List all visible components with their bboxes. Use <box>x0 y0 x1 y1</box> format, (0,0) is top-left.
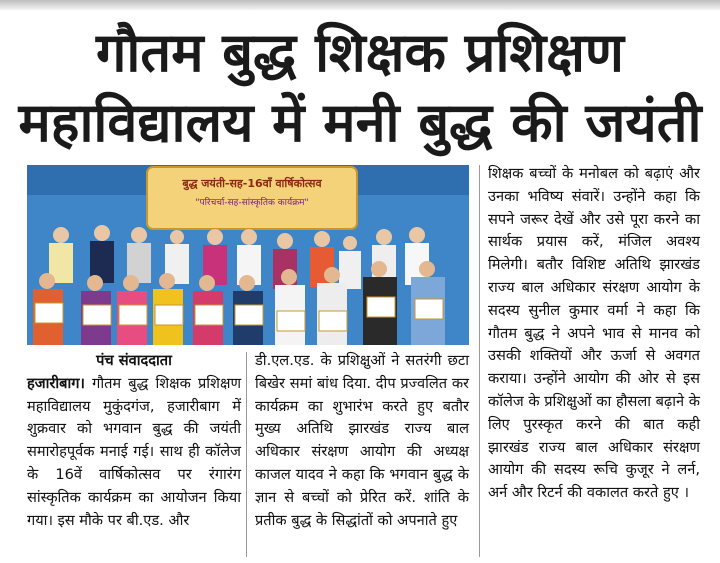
article-column-2 <box>255 350 469 532</box>
col3-body: शिक्षक बच्चों के मनोबल को बढ़ाएं और उनका भविष्य संवारें। उन्होंने कहा कि सपने जरूर देखें और उसे पूरा करने का सार्थक प्रयास करें, मंजिल अवश्य मिलेगी। बतौर विशिष्ट अतिथि झारखंड राज्य बाल अधिकार संरक्षण आयोग के सदस्य सुनील कुमार वर्मा ने कहा कि गौतम बुद्ध ने अपने भाव से मानव को उसकी शक्तियों और ऊर्जा से अवगत कराया। उन्होंने आयोग की ओर से इस कॉलेज के प्रशिक्षुओं का हौसला बढ़ाने के लिए पुरस्कृत करने की बात कही झारखंड राज्य बाल अधिकार संरक्षण आयोग की सदस्य रूचि कुजूर ने लर्न, अर्न और रिटर्न की वकालत करते हुए । <box>488 165 700 502</box>
banner-subtitle: "परिचर्चा-सह-सांस्कृतिक कार्यक्रम" <box>195 198 309 208</box>
headline <box>0 18 720 158</box>
previous-article-strip <box>0 0 720 10</box>
col2-body: डी.एल.एड. के प्रशिक्षुओं ने सतरंगी छटा बिखेर समां बांध दिया. दीप प्रज्वलित कर कार्यक्रम का शुभारंभ करते हुए बतौर मुख्य अतिथि झारखंड राज्य बाल अधिकार संरक्षण आयोग की अध्यक्ष काजल यादव ने कहा कि भगवान बुद्ध के ज्ञान से बच्चों को प्रेरित करें. शांति के प्रतीक बुद्ध के सिद्धांतों को अपनाते हुए <box>255 352 469 529</box>
column-divider <box>246 352 247 557</box>
byline: पंच संवाददाता <box>96 352 172 369</box>
headline-line-1: गौतम बुद्ध शिक्षक प्रशिक्षण <box>96 21 624 84</box>
event-photo <box>27 165 469 345</box>
col1-body: गौतम बुद्ध शिक्षक प्रशिक्षण महाविद्यालय मुकुंदगंज, हजारीबाग में शुक्रवार को भगवान बुद्ध की जयंती समारोहपूर्वक मनाई गई। साथ ही कॉलेज के 16वें वार्षिकोत्सव पर रंगारंग सांस्कृतिक कार्यक्रम का आयोजन किया गया। इस मौके पर बी.एड. और <box>27 374 241 529</box>
article-paragraph-1 <box>27 373 241 533</box>
headline-line-2: महाविद्यालय में मनी बुद्ध की जयंती <box>18 91 702 154</box>
dateline: हजारीबाग। <box>27 374 85 392</box>
banner-title: बुद्ध जयंती-सह-16वाँ वार्षिकोत्सव <box>182 177 322 190</box>
article-column-3 <box>488 163 700 505</box>
column-divider <box>479 165 480 557</box>
article-column-1 <box>27 350 241 532</box>
event-photo-illustration <box>27 165 469 345</box>
